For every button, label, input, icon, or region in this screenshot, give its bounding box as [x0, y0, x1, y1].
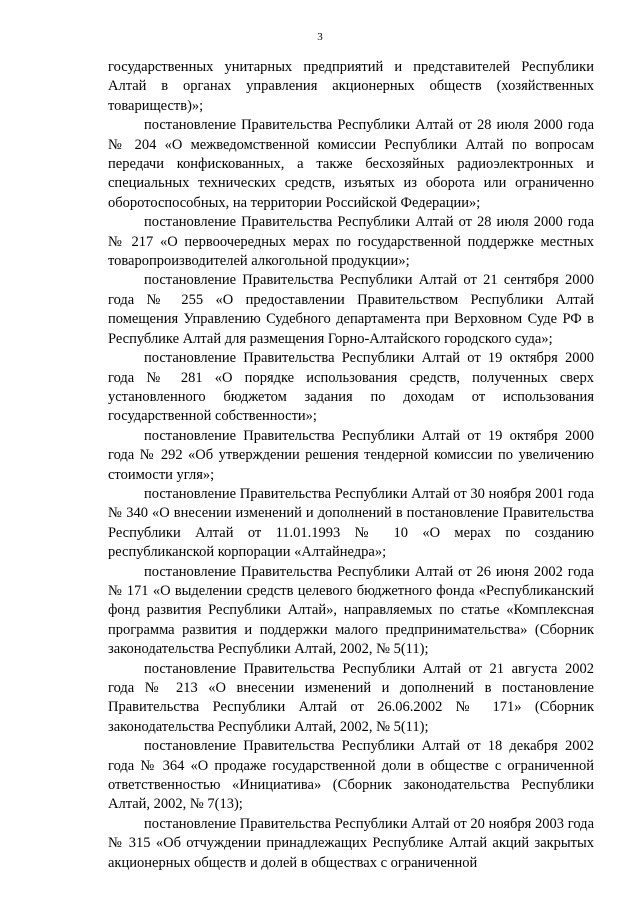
paragraph-continuation: государственных унитарных предприятий и представителей Республики Алтай в органах управления акционерных обществ (хозяйственных товариществ)»; — [108, 59, 594, 114]
paragraph-resolution-171: постановление Правительства Республики Алтай от 26 июня 2002 года № 171 «О выделении средств целевого бюджетного фонда «Республиканский фонд развития Республики Алтай», направляемых по статье «Комплексная программа развития и поддержки малого предпринимательства» (Сборник законодательства Республики Алтай, 2002, № 5(11); — [108, 563, 594, 658]
page-number: 3 — [317, 31, 323, 43]
paragraph-resolution-217: постановление Правительства Республики Алтай от 28 июля 2000 года № 217 «О первоочередных мерах по государственной поддержке местных товаропроизводителей алкогольной продукции»; — [108, 214, 594, 270]
paragraph-resolution-315: постановление Правительства Республики Алтай от 20 ноября 2003 года № 315 «Об отчуждении принадлежащих Республике Алтай акций закрытых акционерных обществ и долей в обществах с ограниченной — [108, 815, 594, 871]
paragraph-resolution-340: постановление Правительства Республики Алтай от 30 ноября 2001 года № 340 «О внесении изменений и дополнений в постановление Правительства Республики Алтай от 11.01.1993 № 10 «О мерах по созданию республиканской корпорации «Алтайнедра»; — [108, 485, 594, 561]
paragraph-resolution-213: постановление Правительства Республики Алтай от 21 августа 2002 года № 213 «О внесении изменений и дополнений в постановление Правительства Республики Алтай от 26.06.2002 № 171» (Сборник законодательства Республики Алтай, 2002, № 5(11); — [108, 660, 594, 735]
paragraph-resolution-255: постановление Правительства Республики Алтай от 21 сентября 2000 года № 255 «О предоставлении Правительством Республики Алтай помещения Управлению Судебного департамента при Верховном Суде РФ в Республике Алтай для размещения Горно-Алтайского городского суда»; — [108, 272, 594, 347]
paragraph-resolution-364: постановление Правительства Республики Алтай от 18 декабря 2002 года № 364 «О продаже государственной доли в обществе с ограниченной ответственностью «Инициатива» (Сборник законодательства Республики Алтай, 2002, № 7(13); — [108, 738, 594, 813]
document-body — [108, 58, 594, 873]
paragraph-resolution-292: постановление Правительства Республики Алтай от 19 октября 2000 года № 292 «Об утверждении решения тендерной комиссии по увеличению стоимости угля»; — [108, 427, 594, 483]
paragraph-resolution-204: постановление Правительства Республики Алтай от 28 июля 2000 года № 204 «О межведомственной комиссии Республики Алтай по вопросам передачи конфискованных, а также бесхозяйных радиоэлектронных и специальных технических средств, изъятых из оборота или ограниченно оборотоспособных, на территории Российской Федерации»; — [108, 117, 594, 211]
paragraph-resolution-281: постановление Правительства Республики Алтай от 19 октября 2000 года № 281 «О порядке использования средств, полученных сверх установленного бюджетом задания по доходам от использования государственной собственности»; — [108, 350, 594, 425]
